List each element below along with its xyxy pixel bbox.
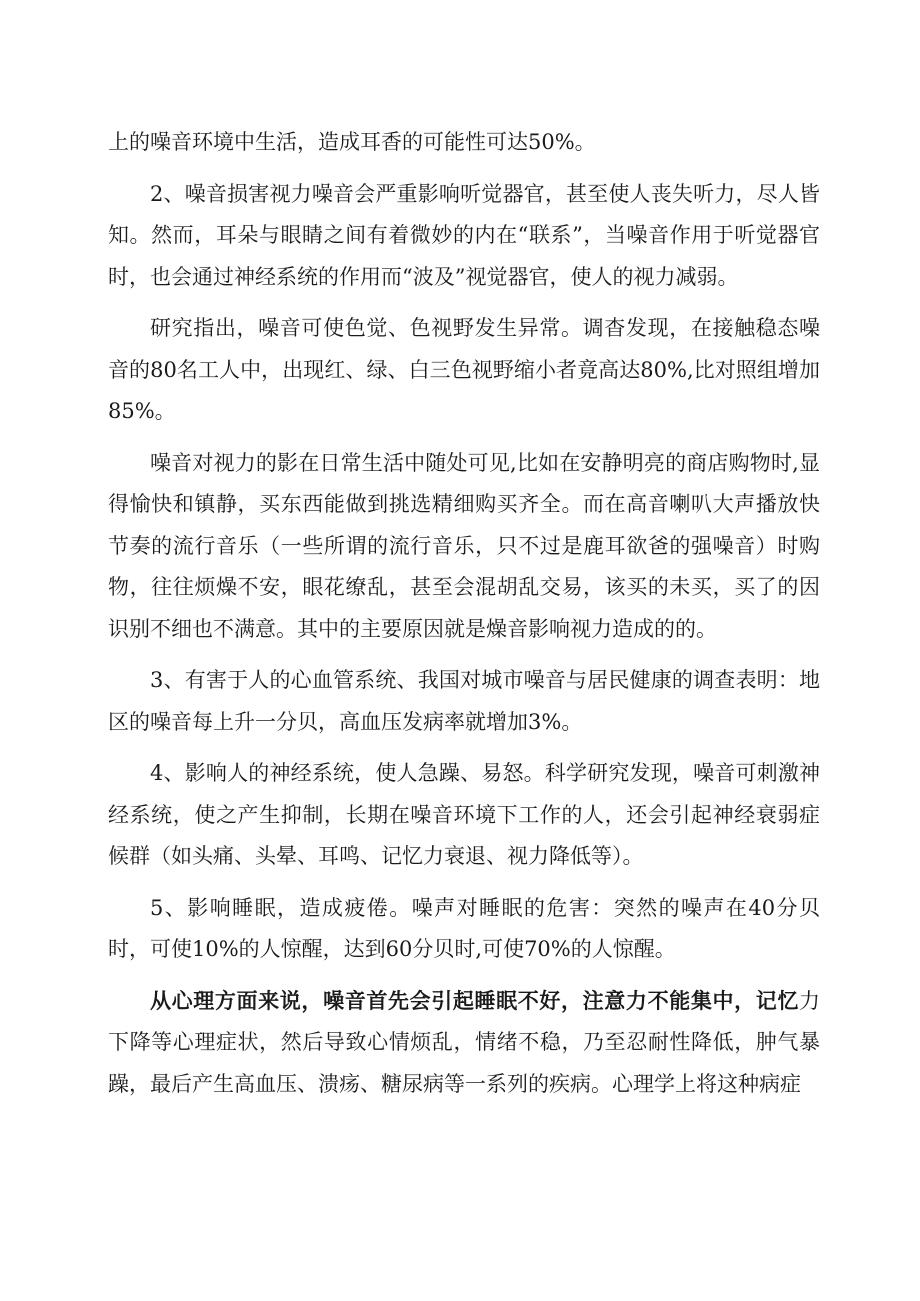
- psychology-rest-text: 力下降等心理症状，然后导致心情烦乱，情绪不稳，乃至忍耐性降低，肿气暴躁，最后产生高血压、溃疡、糖尿病等一系列的疾病。心理学上将这种病症: [108, 988, 820, 1096]
- paragraph-shopping-example: 噪音对视力的影在日常生活中随处可见,比如在安静明亮的商店购物时,显得愉快和镇静，买东西能做到挑选精细购买齐全。而在高音喇叭大声播放快节奏的流行音乐（一些所谓的流行音乐，只不过是鹿耳欲爸的强噪音）时购物，往往烦燥不安，眼花缭乱，甚至会混胡乱交易，该买的未买，买了的因识别不细也不满意。其中的主要原因就是燥音影响视力造成的的。: [108, 450, 820, 641]
- paragraph-sleep: 5、影响睡眠，造成疲倦。噪声对睡眠的危害：突然的噪声在40分贝时，可使10%的人惊醒，达到60分贝时,可使70%的人惊醒。: [108, 895, 820, 961]
- paragraph-psychology: [108, 981, 820, 1106]
- psychology-lead-text: 从心理方面来说，噪音首先会引起睡眠不好，注意力不能集中，记忆: [150, 988, 799, 1013]
- paragraph-cardiovascular: 3、有害于人的心血管系统、我国对城市噪音与居民健康的调查表明：地区的噪音每上升一分贝，高血压发病率就增加3%。: [108, 668, 820, 734]
- document-body: [108, 122, 820, 1115]
- paragraph-vision-damage: 2、噪音损害视力噪音会严重影响听觉器官，甚至使人丧失听力，尽人皆知。然而，耳朵与眼睛之间有着微妙的内在“联系”，当噪音作用于听觉器官时，也会通过神经系统的作用而“波及”视觉器官，使人的视力减弱。: [108, 181, 820, 289]
- paragraph-continuation: 上的噪音环境中生活，造成耳香的可能性可达50%。: [108, 130, 596, 154]
- paragraph-research-color-vision: 研究指出，噪音可使色觉、色视野发生异常。调杳发现，在接触稳态噪音的80名工人中，出现红、绿、白三色视野缩小者竟高达80%,比对照组增加85%。: [108, 316, 820, 423]
- paragraph-nervous-system: 4、影响人的神经系统，使人急躁、易怒。科学研究发现，噪音可刺激神经系统，使之产生抑制，长期在噪音环境下工作的人，还会引起神经衰弱症候群（如头痛、头晕、耳鸣、记忆力衰退、视力降低等）。: [108, 761, 820, 868]
